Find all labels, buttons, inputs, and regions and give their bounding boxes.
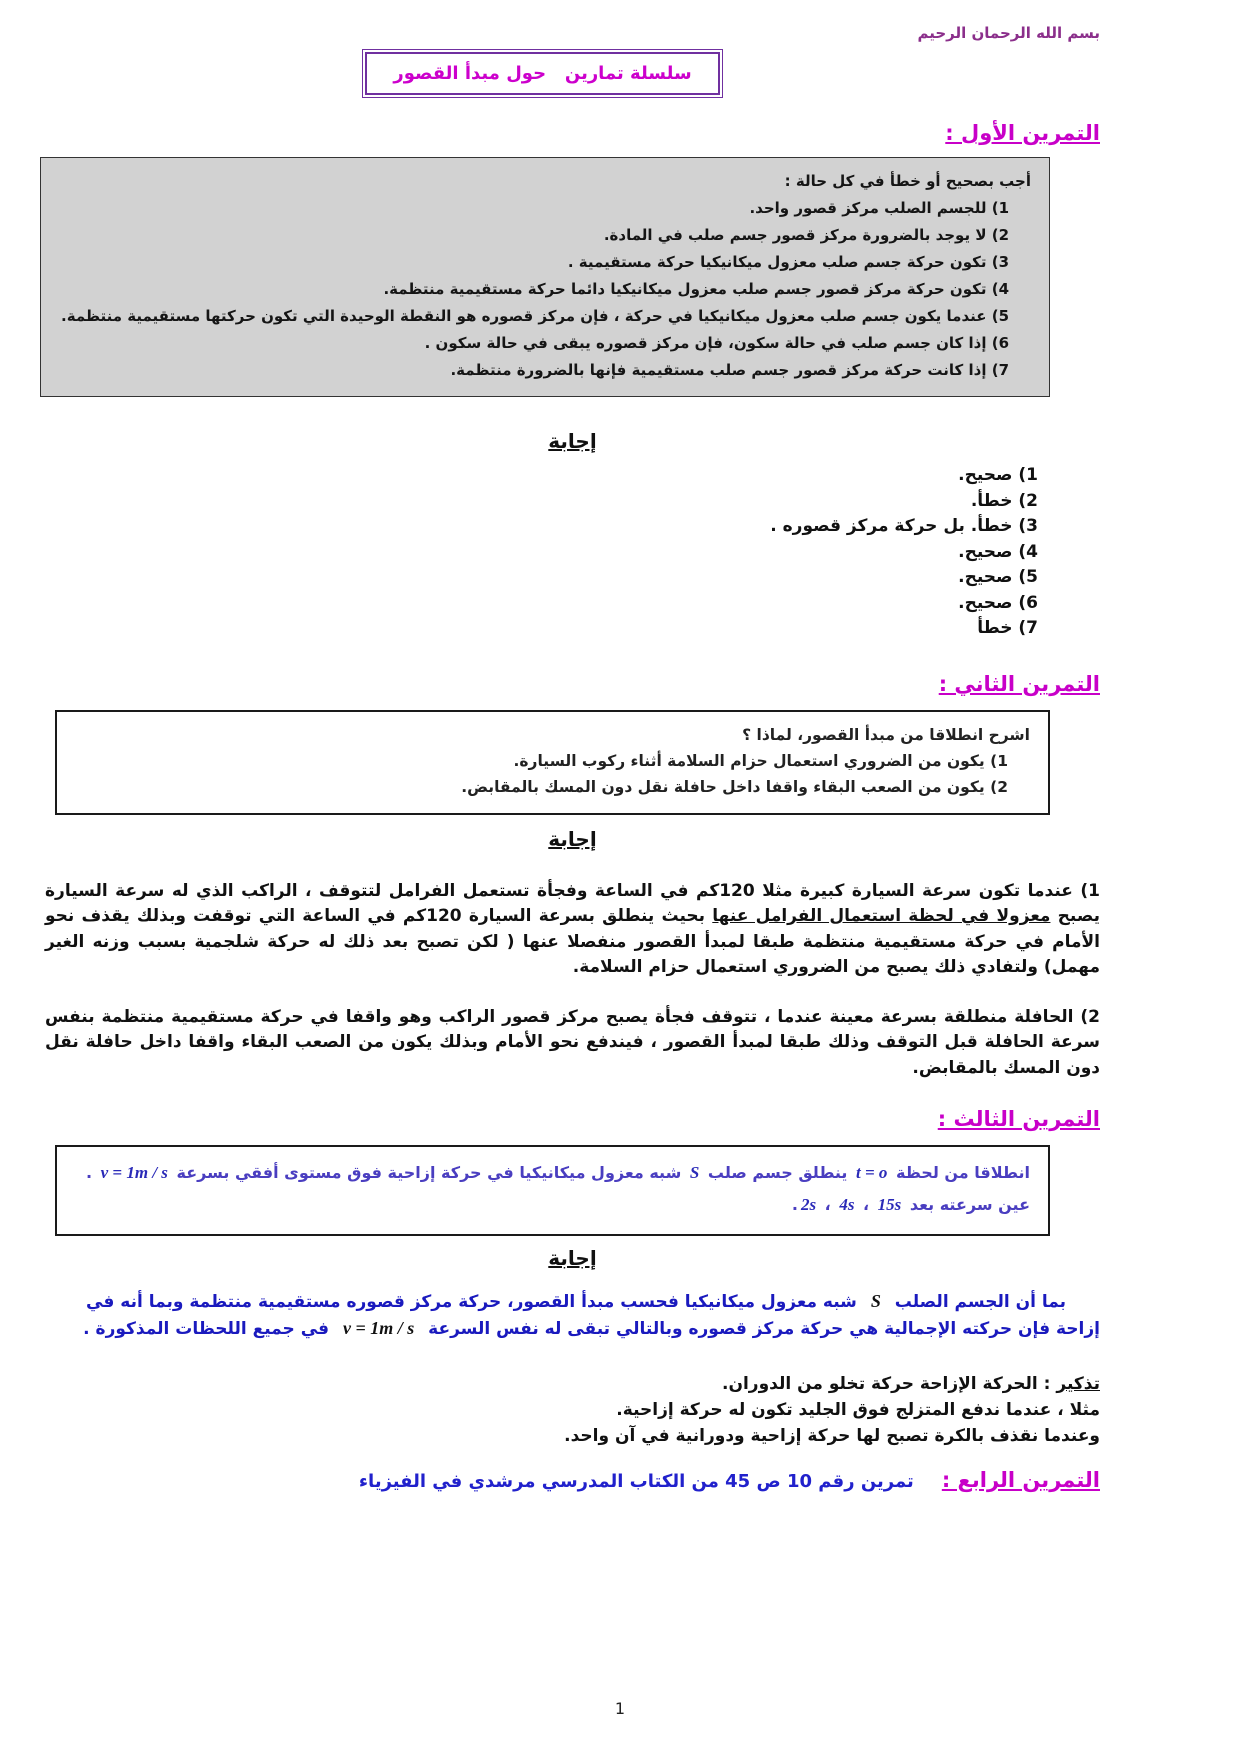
answer-line: 6) صحيح. <box>958 592 1038 613</box>
arabic-text: بما أن الجسم الصلب <box>888 1291 1066 1312</box>
exercise2-answer-heading: إجابة <box>548 826 597 851</box>
exercise1-question-item: 5) عندما يكون جسم صلب معزول ميكانيكيا في حركة ، فإن مركز قصوره هو النقطة الوحيدة التي تكون حركتها مستقيمية منتظمة. <box>61 307 1009 325</box>
math-term-S: S <box>870 1290 881 1311</box>
answer1-underlined-phrase: معزولا في لحظة استعمال الفرامل عنها <box>712 906 1051 927</box>
exercise1-answers <box>45 463 1100 642</box>
reminder-block <box>45 1371 1100 1450</box>
exercise4-text: تمرين رقم 10 ص 45 من الكتاب المدرسي مرشدي في الفيزياء <box>358 1470 914 1492</box>
math-term-S: S <box>689 1163 700 1183</box>
exercise1-question-item: 2) لا يوجد بالضرورة مركز قصور جسم صلب في المادة. <box>603 226 1009 244</box>
arabic-text: شبه معزول ميكانيكيا في حركة إزاحية فوق مستوى أفقي بسرعة <box>170 1163 687 1183</box>
math-term-15s: 15s <box>877 1195 902 1215</box>
exercise2-question-item: 1) يكون من الضروري استعمال حزام السلامة أثناء ركوب السيارة. <box>513 751 1008 770</box>
reminder-line1 <box>45 1371 1100 1397</box>
arabic-text: في جميع اللحظات المذكورة . <box>83 1319 335 1340</box>
document-title: سلسلة تمارين حول مبدأ القصور <box>393 63 692 84</box>
bismillah-text: بسم الله الرحمان الرحيم <box>917 24 1100 42</box>
exercise3-answer-heading: إجابة <box>548 1245 597 1270</box>
answer-line: 3) خطأ. بل حركة مركز قصوره . <box>770 516 1038 536</box>
exercise3-heading: التمرين الثالث : <box>937 1107 1100 1132</box>
exercise1-heading: التمرين الأول : <box>945 121 1100 145</box>
exercise2-question-box <box>55 710 1050 815</box>
arabic-text: . <box>791 1195 798 1215</box>
exercise2-answer2-paragraph: 2) الحافلة منطلقة بسرعة معينة عندما ، تتوقف فجأة يصبح مركز قصور الراكب وهو واقفا في حركة مستقيمية منتظمة بنفس سرعة الحافلة قبل التوقف وذلك طبقا لمبدأ القصور ، فيندفع نحو الأمام وبذلك يكون من الصعب البقاء واقفا داخل حافلة نقل دون المسك بالمقابض. <box>45 1006 1100 1078</box>
math-term-2s: 2s <box>800 1195 817 1215</box>
arabic-text: انطلاقا من لحظة <box>890 1163 1030 1183</box>
exercise1-question-box <box>40 157 1050 397</box>
exercise1-question-intro: أجب بصحيح أو خطأ في كل حالة : <box>784 172 1031 190</box>
answer-line: 2) خطأ. <box>970 490 1038 511</box>
math-term-4s: 4s <box>839 1195 855 1215</box>
exercise2-question-item: 2) يكون من الصعب البقاء واقفا داخل حافلة نقل دون المسك بالمقابض. <box>461 778 1008 797</box>
arabic-text: ، <box>819 1195 837 1215</box>
exercise4-heading: التمرين الرابع : <box>941 1467 1100 1492</box>
exercise1-question-item: 1) للجسم الصلب مركز قصور واحد. <box>749 199 1009 217</box>
arabic-text: شبه معزول ميكانيكيا فحسب مبدأ القصور، حركة مركز قصوره مستقيمية منتظمة وبما أنه في إزاحة فإن حركته الإجمالية هي حركة مركز قصوره وبالتالي تبقى له نفس السرعة <box>86 1291 1100 1340</box>
arabic-text: ، <box>857 1195 875 1215</box>
answer-line: 1) صحيح. <box>958 465 1038 485</box>
title-box <box>365 52 719 95</box>
answer1-text-after: بحيث ينطلق بسرعة السيارة 120كم في الساعة التي توقفت وبذلك يقذف نحو الأمام في حركة مستقيمية منتظمة طبقا لمبدأ القصور منفصلا عنها ( لكن تصبح بعد ذلك له حركة شلجمية بسبب وزنه الغير مهمل) ولتفادي ذلك يصبح من الضروري استعمال حزام السلامة. <box>45 906 1100 978</box>
exercise3-question-line2 <box>75 1189 1030 1221</box>
exercise1-question-item: 7) إذا كانت حركة مركز قصور جسم صلب مستقيمية فإنها بالضرورة منتظمة. <box>450 361 1009 379</box>
reminder-label: تذكير <box>1056 1373 1100 1394</box>
answer-line: 4) صحيح. <box>958 541 1038 562</box>
reminder-line2: مثلا ، عندما ندفع المتزلج فوق الجليد تكون له حركة إزاحية. <box>616 1399 1100 1420</box>
exercise4-line <box>45 1468 1100 1492</box>
answer1-text-before: 1) عندما تكون سرعة السيارة كبيرة مثلا 120كم في الساعة وفجأة تستعمل الفرامل لتتوقف ، الراكب الذي له سرعة السيارة يصبح <box>45 880 1101 927</box>
answer-line: 7) خطأ <box>977 618 1038 638</box>
exercise2-answer1-paragraph <box>45 879 1100 981</box>
arabic-text: عين سرعته بعد <box>904 1195 1030 1215</box>
exercise2-question-intro: اشرح انطلاقا من مبدأ القصور، لماذا ؟ <box>742 725 1030 744</box>
math-term-t0: t = o <box>856 1163 888 1183</box>
exercise3-question-line1 <box>75 1157 1030 1189</box>
reminder-line3: وعندما نقذف بالكرة تصبح لها حركة إزاحية ودورانية في آن واحد. <box>564 1426 1100 1447</box>
arabic-text: ينطلق جسم صلب <box>702 1163 854 1183</box>
math-term-velocity: v = 1m / s <box>100 1163 168 1183</box>
page-number: 1 <box>614 1699 626 1718</box>
answer-line: 5) صحيح. <box>958 567 1038 587</box>
exercise3-question-box <box>55 1145 1050 1236</box>
exercise3-answer-paragraph <box>45 1288 1100 1343</box>
arabic-text: . <box>85 1163 98 1183</box>
exercise1-question-item: 4) تكون حركة مركز قصور جسم صلب معزول ميكانيكيا دائما حركة مستقيمية منتظمة. <box>383 280 1009 298</box>
exercise1-question-item: 6) إذا كان جسم صلب في حالة سكون، فإن مركز قصوره يبقى في حالة سكون . <box>424 334 1009 352</box>
reminder-text: : الحركة الإزاحة حركة تخلو من الدوران. <box>722 1373 1057 1394</box>
exercise1-answer-heading: إجابة <box>548 429 597 453</box>
math-term-velocity: v = 1m / s <box>342 1318 415 1339</box>
exercise1-question-item: 3) تكون حركة جسم صلب معزول ميكانيكيا حركة مستقيمية . <box>567 253 1009 271</box>
exercise2-heading: التمرين الثاني : <box>938 671 1100 696</box>
